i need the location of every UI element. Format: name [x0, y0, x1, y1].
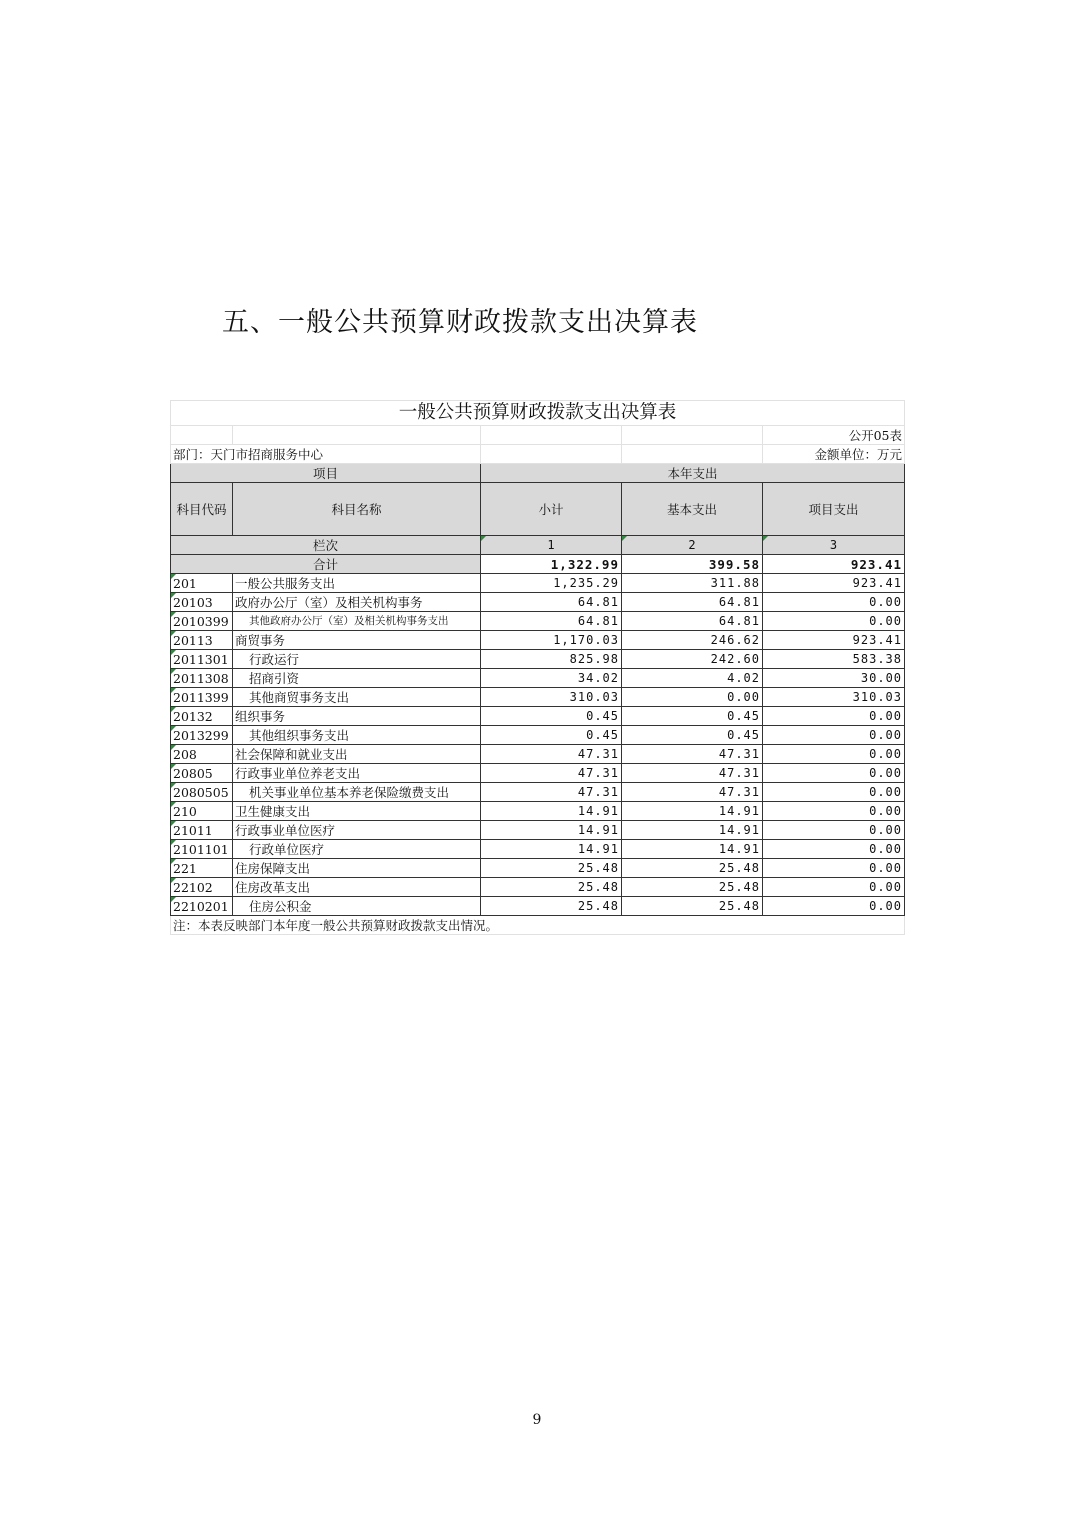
header-name: 科目名称: [233, 483, 481, 536]
row-basic: 0.45: [622, 726, 763, 745]
row-name: 招商引资: [233, 669, 481, 688]
row-code: 2080505: [171, 783, 233, 802]
row-project: 0.00: [763, 745, 905, 764]
row-subtotal: 25.48: [481, 859, 622, 878]
table-row: [171, 650, 905, 669]
row-project: 0.00: [763, 593, 905, 612]
table-row: [171, 840, 905, 859]
table-row: [171, 707, 905, 726]
row-name: 住房改革支出: [233, 878, 481, 897]
row-code: 20103: [171, 593, 233, 612]
row-subtotal: 14.91: [481, 802, 622, 821]
row-code: 2013299: [171, 726, 233, 745]
row-code: 208: [171, 745, 233, 764]
row-subtotal: 47.31: [481, 783, 622, 802]
row-subtotal: 1,235.29: [481, 574, 622, 593]
row-code: 201: [171, 574, 233, 593]
column-index-3: 3: [763, 536, 905, 555]
row-project: 583.38: [763, 650, 905, 669]
row-subtotal: 825.98: [481, 650, 622, 669]
row-project: 0.00: [763, 726, 905, 745]
row-code: 2011301: [171, 650, 233, 669]
row-basic: 64.81: [622, 593, 763, 612]
header-project-expense: 项目支出: [763, 483, 905, 536]
table-row: [171, 631, 905, 650]
row-name: 行政运行: [233, 650, 481, 669]
total-subtotal: 1,322.99: [481, 555, 622, 574]
row-project: 30.00: [763, 669, 905, 688]
table-row: [171, 574, 905, 593]
row-subtotal: 0.45: [481, 707, 622, 726]
table-note: 注：本表反映部门本年度一般公共预算财政拨款支出情况。: [171, 916, 905, 935]
row-code: 2210201: [171, 897, 233, 916]
row-basic: 0.45: [622, 707, 763, 726]
row-project: 0.00: [763, 802, 905, 821]
row-basic: 25.48: [622, 878, 763, 897]
row-name: 其他商贸事务支出: [233, 688, 481, 707]
row-subtotal: 310.03: [481, 688, 622, 707]
row-name: 其他政府办公厅（室）及相关机构事务支出: [233, 612, 481, 631]
table-row: [171, 593, 905, 612]
row-code: 2010399: [171, 612, 233, 631]
table-row: [171, 612, 905, 631]
row-basic: 47.31: [622, 764, 763, 783]
row-basic: 242.60: [622, 650, 763, 669]
table-row: [171, 859, 905, 878]
row-name: 卫生健康支出: [233, 802, 481, 821]
header-basic: 基本支出: [622, 483, 763, 536]
row-project: 0.00: [763, 707, 905, 726]
row-code: 20805: [171, 764, 233, 783]
total-row: [171, 555, 905, 574]
row-name: 政府办公厅（室）及相关机构事务: [233, 593, 481, 612]
row-code: 20132: [171, 707, 233, 726]
row-subtotal: 25.48: [481, 878, 622, 897]
table-title: 一般公共预算财政拨款支出决算表: [171, 401, 905, 426]
table-row: [171, 802, 905, 821]
row-name: 住房保障支出: [233, 859, 481, 878]
row-project: 923.41: [763, 631, 905, 650]
row-project: 0.00: [763, 859, 905, 878]
row-project: 923.41: [763, 574, 905, 593]
row-basic: 25.48: [622, 859, 763, 878]
row-basic: 14.91: [622, 821, 763, 840]
table-row: [171, 897, 905, 916]
row-name: 机关事业单位基本养老保险缴费支出: [233, 783, 481, 802]
total-label: 合计: [171, 555, 481, 574]
header-current-year: 本年支出: [481, 464, 905, 483]
row-basic: 14.91: [622, 840, 763, 859]
total-basic: 399.58: [622, 555, 763, 574]
row-name: 社会保障和就业支出: [233, 745, 481, 764]
row-project: 310.03: [763, 688, 905, 707]
total-project: 923.41: [763, 555, 905, 574]
row-basic: 64.81: [622, 612, 763, 631]
row-project: 0.00: [763, 878, 905, 897]
table-row: [171, 745, 905, 764]
row-basic: 47.31: [622, 745, 763, 764]
header-column-number: 栏次: [171, 536, 481, 555]
row-subtotal: 1,170.03: [481, 631, 622, 650]
row-project: 0.00: [763, 764, 905, 783]
page-number: 9: [532, 1412, 542, 1428]
row-basic: 14.91: [622, 802, 763, 821]
row-basic: 4.02: [622, 669, 763, 688]
row-subtotal: 14.91: [481, 840, 622, 859]
row-name: 行政单位医疗: [233, 840, 481, 859]
row-name: 行政事业单位养老支出: [233, 764, 481, 783]
table-row: [171, 878, 905, 897]
row-code: 2011399: [171, 688, 233, 707]
row-subtotal: 14.91: [481, 821, 622, 840]
row-subtotal: 34.02: [481, 669, 622, 688]
row-name: 商贸事务: [233, 631, 481, 650]
row-name: 住房公积金: [233, 897, 481, 916]
row-subtotal: 0.45: [481, 726, 622, 745]
table-row: [171, 764, 905, 783]
row-basic: 311.88: [622, 574, 763, 593]
row-basic: 246.62: [622, 631, 763, 650]
row-basic: 0.00: [622, 688, 763, 707]
table-row: [171, 726, 905, 745]
header-subtotal: 小计: [481, 483, 622, 536]
column-index-2: 2: [622, 536, 763, 555]
row-basic: 25.48: [622, 897, 763, 916]
form-number: 公开05表: [763, 426, 905, 445]
unit-label: 金额单位：万元: [763, 445, 905, 464]
row-project: 0.00: [763, 612, 905, 631]
row-subtotal: 47.31: [481, 764, 622, 783]
page-heading: 五、一般公共预算财政拨款支出决算表: [222, 307, 698, 338]
row-code: 20113: [171, 631, 233, 650]
row-name: 行政事业单位医疗: [233, 821, 481, 840]
row-name: 其他组织事务支出: [233, 726, 481, 745]
row-name: 一般公共服务支出: [233, 574, 481, 593]
row-code: 210: [171, 802, 233, 821]
department-label: 部门：天门市招商服务中心: [171, 445, 481, 464]
row-project: 0.00: [763, 840, 905, 859]
row-name: 组织事务: [233, 707, 481, 726]
row-project: 0.00: [763, 821, 905, 840]
row-subtotal: 64.81: [481, 593, 622, 612]
header-code: 科目代码: [171, 483, 233, 536]
row-subtotal: 25.48: [481, 897, 622, 916]
row-subtotal: 64.81: [481, 612, 622, 631]
table-row: [171, 821, 905, 840]
row-code: 2101101: [171, 840, 233, 859]
row-subtotal: 47.31: [481, 745, 622, 764]
column-index-1: 1: [481, 536, 622, 555]
table-row: [171, 669, 905, 688]
expenditure-table: [170, 400, 905, 935]
row-code: 2011308: [171, 669, 233, 688]
row-project: 0.00: [763, 783, 905, 802]
table-row: [171, 688, 905, 707]
table-row: [171, 783, 905, 802]
row-project: 0.00: [763, 897, 905, 916]
row-code: 221: [171, 859, 233, 878]
header-project: 项目: [171, 464, 481, 483]
row-code: 22102: [171, 878, 233, 897]
row-basic: 47.31: [622, 783, 763, 802]
row-code: 21011: [171, 821, 233, 840]
